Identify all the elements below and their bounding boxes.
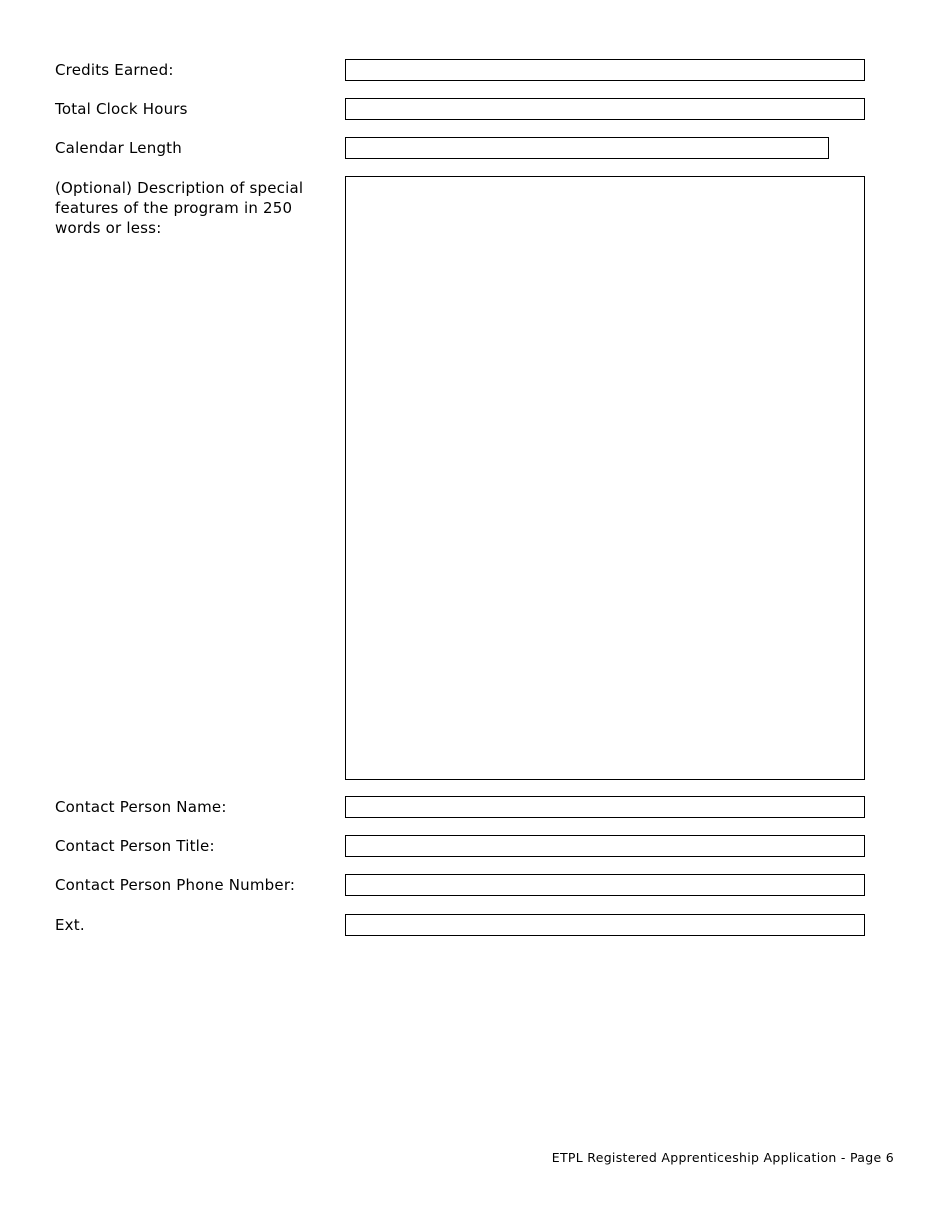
contact-phone-label: Contact Person Phone Number: (55, 876, 296, 894)
credits-earned-label: Credits Earned: (55, 61, 174, 79)
extension-label: Ext. (55, 916, 85, 934)
total-clock-hours-input[interactable] (345, 98, 865, 120)
description-label: (Optional) Description of special features of the program in 250 words or less: (55, 179, 304, 237)
calendar-length-input[interactable] (345, 137, 829, 159)
contact-title-label: Contact Person Title: (55, 837, 215, 855)
contact-name-input[interactable] (345, 796, 865, 818)
total-clock-hours-label: Total Clock Hours (55, 100, 188, 118)
description-textarea[interactable] (345, 176, 865, 780)
contact-phone-input[interactable] (345, 874, 865, 896)
contact-title-input[interactable] (345, 835, 865, 857)
extension-input[interactable] (345, 914, 865, 936)
contact-name-label: Contact Person Name: (55, 798, 227, 816)
credits-earned-input[interactable] (345, 59, 865, 81)
calendar-length-label: Calendar Length (55, 139, 182, 157)
page-footer: ETPL Registered Apprenticeship Application - Page 6 (551, 1150, 894, 1165)
